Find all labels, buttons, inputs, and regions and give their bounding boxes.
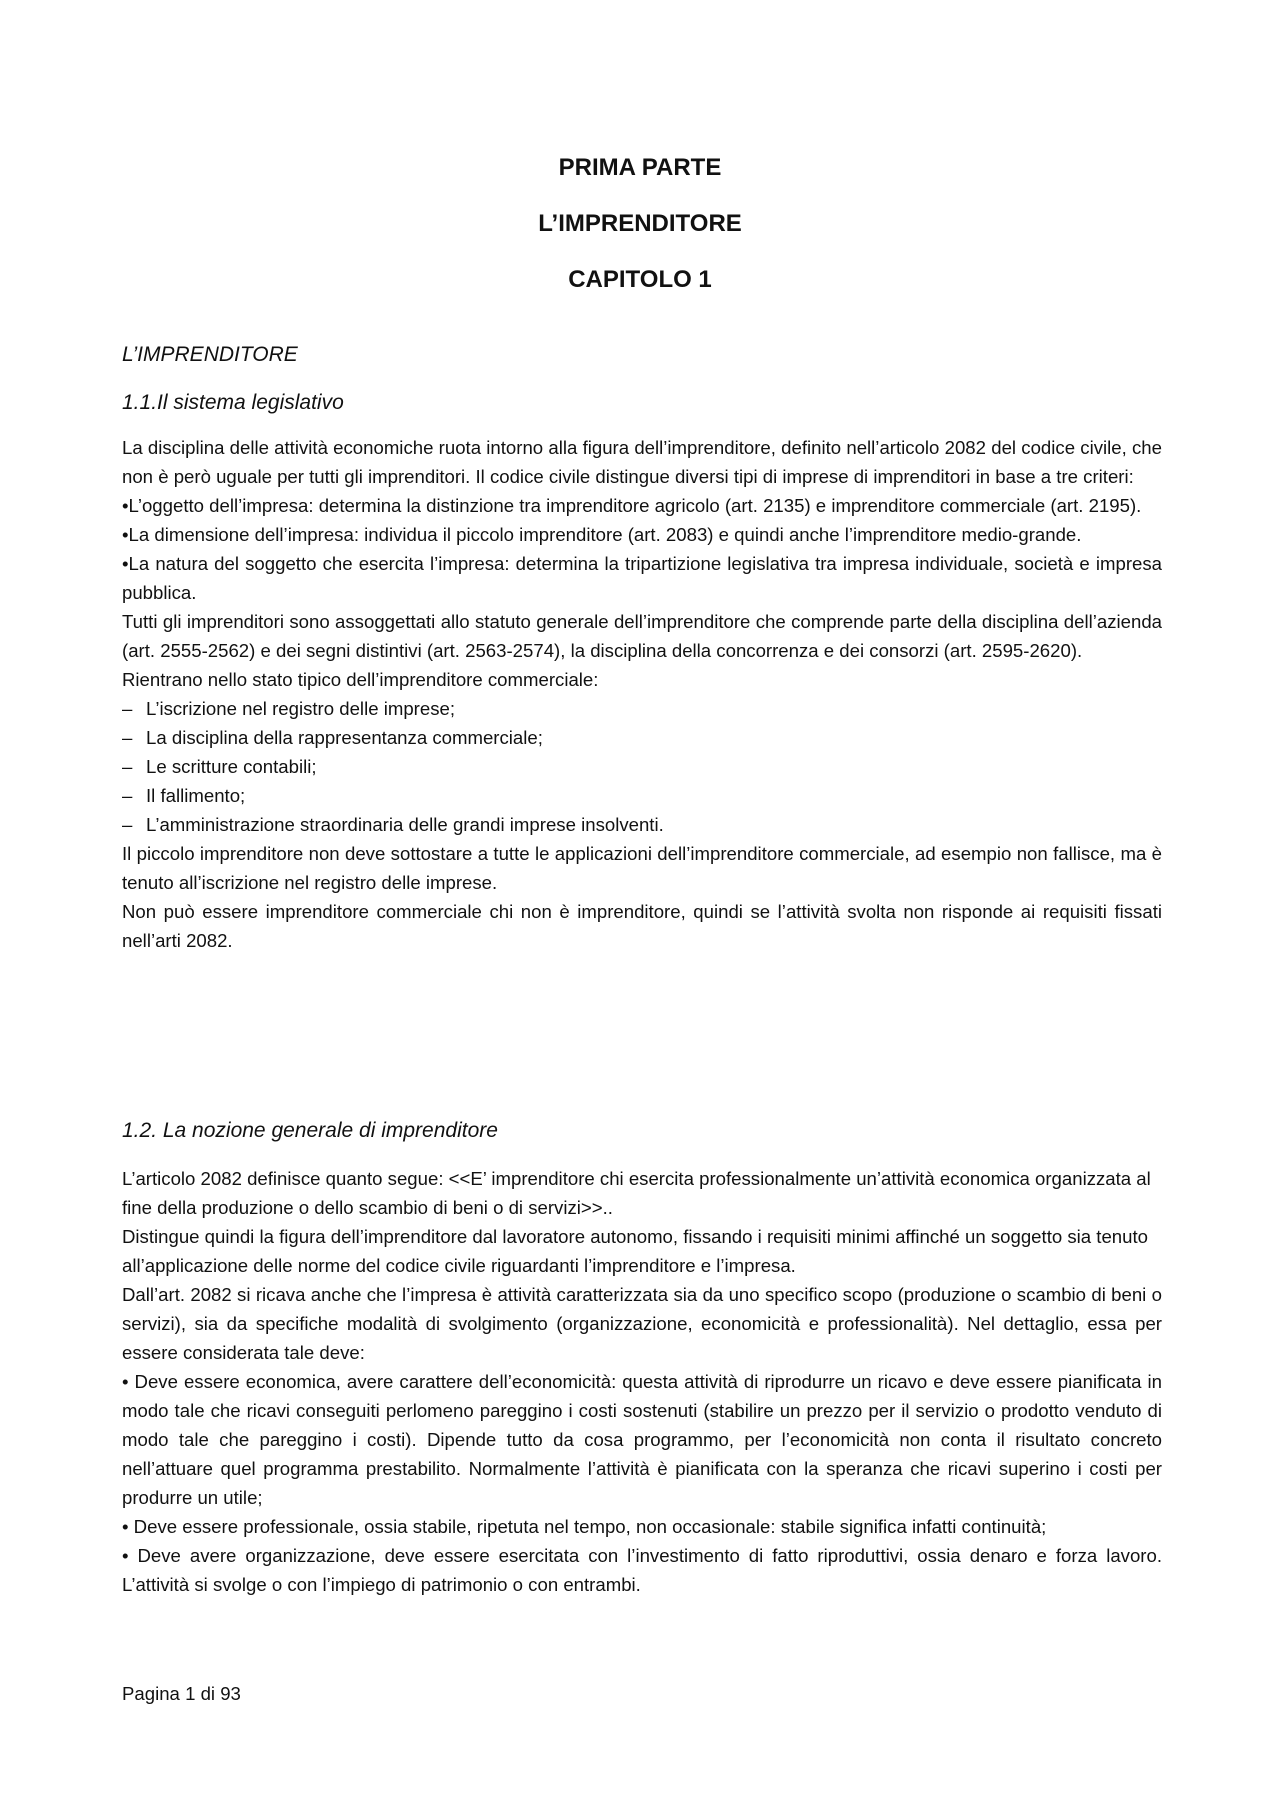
dash-bullet: – <box>122 698 133 719</box>
section-label: L’IMPRENDITORE <box>122 343 298 366</box>
criteria-item: •L’oggetto dell’impresa: determina la distinzione tra imprenditore agricolo (art. 2135) e imprenditore commerciale (art. 2195). <box>122 495 1142 516</box>
bullet-item: • Deve avere organizzazione, deve essere esercitata con l’investimento di fatto riproduttivi, ossia denaro e forza lavoro. L’attività si svolge o con l’impiego di patrimonio o con entrambi. <box>122 1545 1162 1595</box>
criteria-item: •La natura del soggetto che esercita l’impresa: determina la tripartizione legislativa tra impresa individuale, società e impresa pubblica. <box>122 553 1162 603</box>
paragraph: Dall’art. 2082 si ricava anche che l’impresa è attività caratterizzata sia da uno specifico scopo (produzione o scambio di beni o servizi), sia da specifiche modalità di svolgimento (organizzazione, economicità e professionalità). Nel dettaglio, essa per essere considerata tale deve: <box>122 1284 1162 1363</box>
subject-title: L’IMPRENDITORE <box>538 210 742 237</box>
section-2-body <box>122 1164 1162 1599</box>
dash-bullet: – <box>122 756 133 777</box>
list-item: – Le scritture contabili; <box>122 752 1162 781</box>
part-title: PRIMA PARTE <box>558 154 722 181</box>
list-item: – L’amministrazione straordinaria delle grandi imprese insolventi. <box>122 810 1162 839</box>
dash-bullet: – <box>122 785 133 806</box>
bullet-item: • Deve essere professionale, ossia stabile, ripetuta nel tempo, non occasionale: stabile significa infatti continuità; <box>122 1516 1047 1537</box>
list-item: – La disciplina della rappresentanza commerciale; <box>122 723 1162 752</box>
section-1-body <box>122 433 1162 955</box>
dash-bullet: – <box>122 727 133 748</box>
paragraph: Tutti gli imprenditori sono assoggettati allo statuto generale dell’imprenditore che comprende parte della disciplina dell’azienda (art. 2555-2562) e dei segni distintivi (art. 2563-2574), la disciplina della concorrenza e dei consorzi (art. 2595-2620). <box>122 611 1162 661</box>
bullet-item: • Deve essere economica, avere carattere dell’economicità: questa attività di riprodurre un ricavo e deve essere pianificata in modo tale che ricavi conseguiti perlomeno pareggino i costi sostenuti (stabilire un prezzo per il servizio o prodotto venduto di modo tale che pareggino i costi). Dipende tutto da cosa programmo, per l’economicità non conta il risultato concreto nell’attuare quel programma prestabilito. Normalmente l’attività è pianificata con la speranza che ricavi superino i costi per produrre un utile; <box>122 1371 1162 1508</box>
criteria-item: •La dimensione dell’impresa: individua il piccolo imprenditore (art. 2083) e quindi anche l’imprenditore medio-grande. <box>122 524 1082 545</box>
paragraph: Rientrano nello stato tipico dell’imprenditore commerciale: <box>122 669 599 690</box>
list-item: – L’iscrizione nel registro delle imprese; <box>122 694 1162 723</box>
paragraph: Distingue quindi la figura dell’imprenditore dal lavoratore autonomo, fissando i requisiti minimi affinché un soggetto sia tenuto all’applicazione delle norme del codice civile riguardanti l’imprenditore e l’impresa. <box>122 1226 1148 1276</box>
section-1-heading: 1.1.Il sistema legislativo <box>122 391 344 414</box>
paragraph: L’articolo 2082 definisce quanto segue: <<E’ imprenditore chi esercita professionalmente un’attività economica organizzata al fine della produzione o dello scambio di beni o di servizi>>.. <box>122 1168 1151 1218</box>
paragraph: Non può essere imprenditore commerciale chi non è imprenditore, quindi se l’attività svolta non risponde ai requisiti fissati nell’arti 2082. <box>122 901 1162 951</box>
paragraph: Il piccolo imprenditore non deve sottostare a tutte le applicazioni dell’imprenditore commerciale, ad esempio non fallisce, ma è tenuto all’iscrizione nel registro delle imprese. <box>122 843 1162 893</box>
dash-bullet: – <box>122 814 133 835</box>
paragraph: La disciplina delle attività economiche ruota intorno alla figura dell’imprenditore, definito nell’articolo 2082 del codice civile, che non è però uguale per tutti gli imprenditori. Il codice civile distingue diversi tipi di imprese di imprenditori in base a tre criteri: <box>122 437 1162 487</box>
list-item: – Il fallimento; <box>122 781 1162 810</box>
chapter-title: CAPITOLO 1 <box>568 266 712 293</box>
page-number: Pagina 1 di 93 <box>122 1683 241 1704</box>
section-2-heading: 1.2. La nozione generale di imprenditore <box>122 1119 498 1142</box>
